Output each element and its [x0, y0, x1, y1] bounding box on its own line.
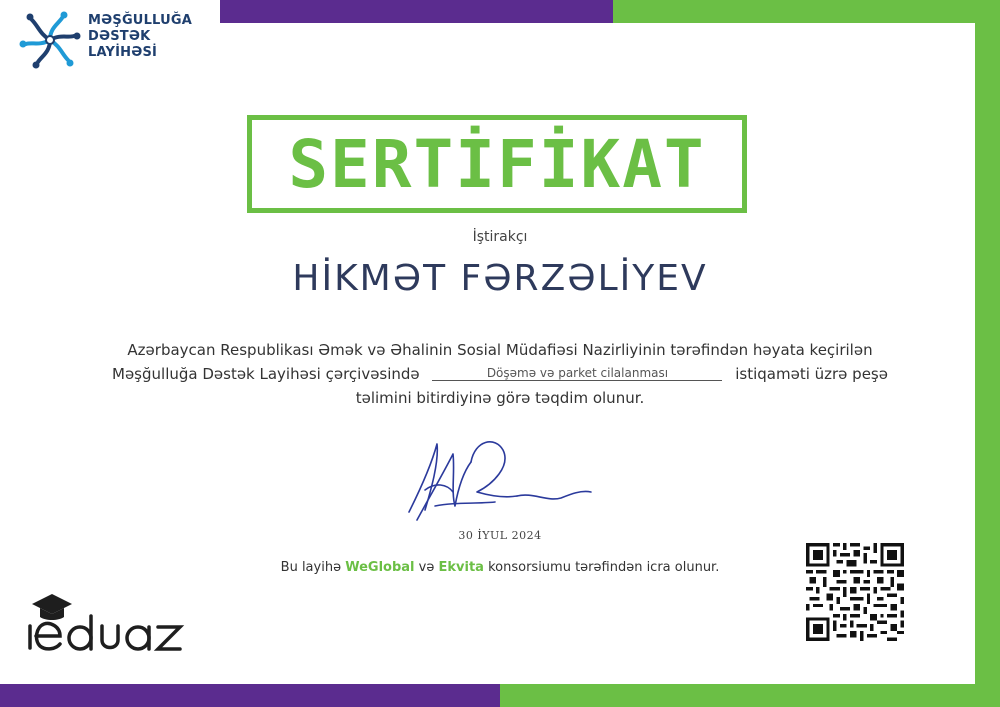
- title-frame: [247, 115, 747, 213]
- right-green-bar: [975, 0, 1000, 707]
- qr-code-icon[interactable]: [806, 543, 904, 641]
- partner-ekvita: Ekvita: [438, 560, 484, 575]
- bottom-purple-bar: [0, 684, 500, 707]
- certificate-body: [100, 338, 900, 410]
- logo-line-3: LAYİHƏSİ: [88, 45, 158, 60]
- participant-name: HİKMƏT FƏRZƏLİYEV: [292, 258, 708, 299]
- signature-icon: [395, 432, 605, 527]
- profession-field: Döşəmə və parket cilalanması: [432, 366, 722, 381]
- project-logo: [18, 8, 218, 72]
- top-purple-bar: [220, 0, 613, 23]
- partner-weglobal: WeGlobal: [345, 560, 415, 575]
- body-line-2: [100, 362, 900, 386]
- eduaz-logo: [26, 590, 186, 652]
- body-line-2-prefix: Məşğulluğa Dəstək Layihəsi çərçivəsində: [112, 365, 420, 383]
- issue-date: 30 İYUL 2024: [458, 529, 542, 542]
- participant-label: İştirakçı: [472, 229, 528, 245]
- body-line-2-suffix: istiqaməti üzrə peşə: [735, 365, 888, 383]
- certificate-title: SERTİFİKAT: [288, 125, 706, 203]
- footer-prefix: Bu layihə: [280, 560, 342, 575]
- body-line-3: təlimini bitirdiyinə görə təqdim olunur.: [355, 389, 645, 407]
- body-line-1: Azərbaycan Respublikası Əmək və Əhalinin Sosial Müdafiəsi Nazirliyinin tərəfindən həyata keçirilən: [127, 341, 873, 359]
- graduation-cap-icon: [32, 594, 72, 620]
- snowflake-logo-icon: [18, 8, 82, 72]
- top-green-bar: [613, 0, 1000, 23]
- footer-suffix: konsorsiumu tərəfindən icra olunur.: [488, 560, 720, 575]
- logo-line-2: DƏSTƏK: [88, 29, 151, 44]
- logo-line-1: MƏŞĞULLUĞA: [88, 13, 192, 28]
- bottom-green-bar: [500, 684, 1000, 707]
- footer-middle: və: [418, 560, 435, 575]
